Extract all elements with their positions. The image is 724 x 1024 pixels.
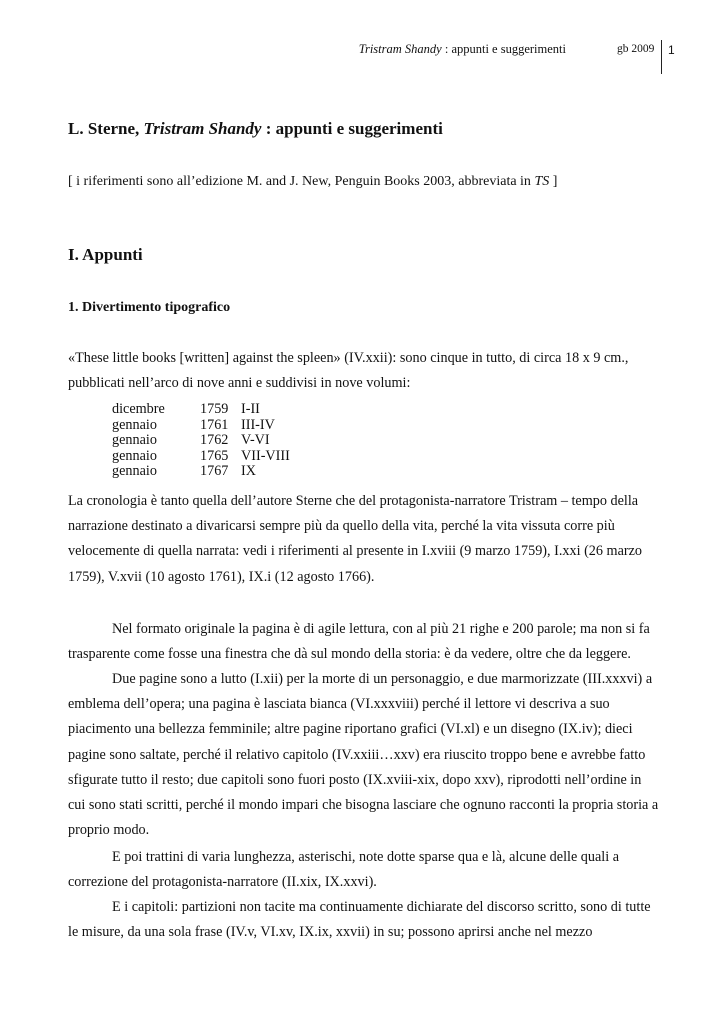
- document-title-italic: Tristram Shandy: [143, 119, 262, 138]
- paragraph-format: Nel formato originale la pagina è di agile lettura, con al più 21 righe e 200 parole; ma non si fa trasparente come fosse una finestra che dà sul mondo della storia: è da vedere, oltre che da leggere.: [68, 621, 650, 663]
- volume-books: VII-VIII: [241, 447, 290, 464]
- volume-row: [112, 464, 321, 480]
- running-title-rest: : appunti e suggerimenti: [441, 42, 566, 56]
- document-title: [68, 119, 443, 139]
- page-header: [0, 40, 724, 76]
- volumes-table: [112, 402, 321, 480]
- reference-note: [68, 174, 557, 190]
- volume-books: I-II: [241, 401, 260, 417]
- volume-year: 1765: [200, 447, 229, 464]
- header-initials: gb 2009: [617, 43, 655, 55]
- paragraph-dashes: E poi trattini di varia lunghezza, asterischi, note dotte sparse qua e là, alcune delle quali a correzione del protagonista-narratore (II.xix, IX.xxvi).: [68, 849, 620, 891]
- volume-month: gennaio: [112, 447, 157, 464]
- header-divider: [661, 40, 662, 74]
- reference-note-prefix: [ i riferimenti sono all’edizione M. and J. New, Penguin Books 2003, abbreviata in: [68, 174, 535, 189]
- paragraph-special-pages: Due pagine sono a lutto (I.xii) per la morte di un personaggio, e due marmorizzate (III.xxxvi) a emblema dell’opera; una pagina è lasciata bianca (VI.xxxviii) perché il lettore vi descriva a suo piacimento una bellezza femminile; altre pagine riportano grafici (VI.xl) e un disegno (IX.iv); dieci pagine sono saltate, perché il relativo capitolo (IV.xxiii…xxv) era riuscito troppo bene e avrebbe fatto sfigurate tutto il resto; due capitoli sono fuori posto (IX.xviii-xix, dopo xxv), riprodotti nell’ordine in cui sono stati scritti, perché il mondo impari che bisogna lasciare che ognuno racconti la propria storia a proprio modo.: [68, 671, 659, 839]
- reference-note-italic: TS: [534, 174, 550, 189]
- volume-year: 1762: [200, 432, 229, 449]
- volume-row: [112, 449, 321, 465]
- reference-note-suffix: ]: [549, 174, 558, 189]
- volume-month: gennaio: [112, 432, 157, 449]
- volume-year: 1767: [200, 463, 229, 480]
- paragraph-chapters: E i capitoli: partizioni non tacite ma continuamente dichiarate del discorso scritto, sono di tutte le misure, da una sola frase (IV.v, VI.xv, IX.ix, xxvii) in su; possono aprirsi anche nel mezzo: [68, 899, 651, 941]
- volume-year: 1761: [200, 416, 229, 433]
- paragraph-chronology: La cronologia è tanto quella dell’autore Sterne che del protagonista-narratore Tristram – tempo della narrazione destinato a divaricarsi sempre più da quello della vita, perché la vita vissuta corre più velocemente di quella narrata: vedi i riferimenti al presente in I.xviii (9 marzo 1759), I.xxi (26 marzo 1759), V.xvii (10 agosto 1761), IX.i (12 agosto 1766).: [68, 493, 642, 585]
- document-title-suffix: : appunti e suggerimenti: [261, 119, 443, 138]
- volume-month: gennaio: [112, 416, 157, 433]
- document-title-prefix: L. Sterne,: [68, 119, 144, 138]
- volume-year: 1759: [200, 401, 229, 417]
- volume-month: dicembre: [112, 401, 165, 417]
- volume-row: [112, 402, 321, 418]
- volume-row: [112, 418, 321, 434]
- volume-row: [112, 433, 321, 449]
- volume-books: IX: [241, 463, 256, 480]
- running-title-italic: Tristram Shandy: [358, 42, 442, 56]
- section-heading: I. Appunti: [68, 245, 143, 264]
- subsection-heading: 1. Divertimento tipografico: [68, 300, 231, 315]
- running-title: [359, 42, 566, 57]
- paragraph-intro: «These little books [written] against the spleen» (IV.xxii): sono cinque in tutto, di circa 18 x 9 cm., pubblicati nell’arco di nove anni e suddivisi in nove volumi:: [68, 350, 629, 392]
- volume-books: III-IV: [241, 416, 275, 433]
- volume-books: V-VI: [241, 432, 270, 449]
- volume-month: gennaio: [112, 463, 157, 480]
- page-number: 1: [668, 43, 675, 57]
